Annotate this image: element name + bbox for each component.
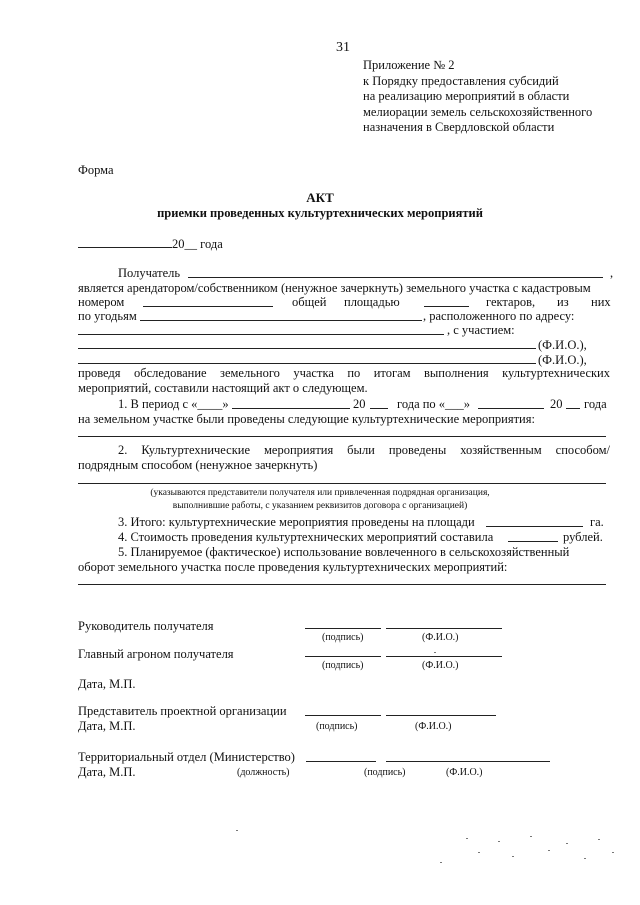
measures-label: на земельном участке были проведены следующие культуртехнические мероприятия: xyxy=(78,412,535,426)
fio-caption: (Ф.И.О.) xyxy=(422,632,459,643)
appendix-line: мелиорации земель сельскохозяйственного xyxy=(363,104,593,119)
territorial-position-field[interactable] xyxy=(306,761,376,762)
fio-caption: (Ф.И.О.) xyxy=(422,660,459,671)
territorial-fio-field[interactable] xyxy=(386,761,550,762)
year-prefix-2: 20 xyxy=(550,397,563,411)
signature-caption: (подпись) xyxy=(316,721,358,732)
project-fio-field[interactable] xyxy=(386,715,496,716)
total-area-field[interactable] xyxy=(486,526,583,527)
year-prefix-1: 20 xyxy=(353,397,366,411)
date-line[interactable] xyxy=(78,236,223,252)
date-stamp-label: Дата, М.П. xyxy=(78,765,136,779)
fio-caption: (Ф.И.О.) xyxy=(415,721,452,732)
address-label: , расположенного по адресу: xyxy=(423,309,575,323)
signature-caption: (подпись) xyxy=(322,660,364,671)
land-use-label-2: оборот земельного участка после проведения культуртехнических мероприятий: xyxy=(78,560,508,574)
period-to-month-field[interactable] xyxy=(478,408,544,409)
total-area-label: 3. Итого: культуртехнические мероприятия проведены на площади xyxy=(118,515,475,529)
period-to-label: года по «___» xyxy=(397,397,471,411)
contractor-field[interactable] xyxy=(78,483,606,484)
appendix-header xyxy=(363,58,592,136)
participant-field-1[interactable] xyxy=(78,348,536,349)
inspection-text-1: проведя обследование земельного участка по итогам выполнения культуртехнических xyxy=(78,366,610,380)
text-them: них xyxy=(591,295,611,309)
fio-label-2: (Ф.И.О.), xyxy=(538,353,587,367)
appendix-line: на реализацию мероприятий в области xyxy=(363,89,570,103)
cost-label: 4. Стоимость проведения культуртехнических мероприятий составила xyxy=(118,530,494,544)
contractor-note-2: выполнившие работы, с указанием реквизитов договора с организацией) xyxy=(172,501,468,511)
agronomist-fio-field[interactable] xyxy=(386,656,502,657)
period-from-month-field[interactable] xyxy=(232,408,350,409)
project-signature-field[interactable] xyxy=(305,715,381,716)
text-of: из xyxy=(557,295,569,309)
cadastral-number-field[interactable] xyxy=(143,306,273,307)
chief-agronomist-label: Главный агроном получателя xyxy=(78,647,234,661)
appendix-line: к Порядку предоставления субсидий xyxy=(363,73,559,88)
text-number: номером xyxy=(78,295,125,309)
position-caption: (должность) xyxy=(237,767,290,778)
recipient-field[interactable] xyxy=(188,277,603,278)
land-use-field[interactable] xyxy=(78,584,606,585)
inspection-text-2: мероприятий, составили настоящий акт о следующем. xyxy=(78,381,368,395)
land-types-field[interactable] xyxy=(140,320,422,321)
head-of-recipient-label: Руководитель получателя xyxy=(78,619,214,633)
fio-caption: (Ф.И.О.) xyxy=(446,767,483,778)
text-hectares: гектаров, xyxy=(486,295,536,309)
ruble-unit: рублей. xyxy=(563,530,603,544)
year-word: года xyxy=(584,397,607,411)
period-from-label: 1. В период с «____» xyxy=(118,397,229,411)
agronomist-signature-field[interactable] xyxy=(305,656,381,657)
date-stamp-label: Дата, М.П. xyxy=(78,677,136,691)
area-field[interactable] xyxy=(424,306,469,307)
appendix-line: назначения в Свердловской области xyxy=(363,120,555,134)
comma: , xyxy=(610,266,614,280)
signature-caption: (подпись) xyxy=(322,632,364,643)
method-text-1: 2. Культуртехнические мероприятия были проведены хозяйственным способом/ xyxy=(118,443,610,457)
land-use-label-1: 5. Планируемое (фактическое) использование вовлеченного в сельскохозяйственный xyxy=(118,545,570,559)
text-area: площадью xyxy=(344,295,400,309)
form-label: Форма xyxy=(78,163,114,177)
period-to-year-field[interactable] xyxy=(566,408,580,409)
territorial-dept-label: Территориальный отдел (Министерство) xyxy=(78,750,295,764)
land-types-label: по угодьям xyxy=(78,309,137,323)
document-title: АКТ xyxy=(306,190,334,205)
recipient-label: Получатель xyxy=(118,266,181,280)
address-field[interactable] xyxy=(78,334,444,335)
hectare-unit: га. xyxy=(590,515,604,529)
period-from-year-field[interactable] xyxy=(370,408,388,409)
participation-label: , с участием: xyxy=(447,323,515,337)
contractor-note-1: (указываются представители получателя или привлеченная подрядная организация, xyxy=(150,488,490,498)
document-subtitle: приемки проведенных культуртехнических мероприятий xyxy=(157,206,483,220)
cost-field[interactable] xyxy=(508,541,558,542)
is-line: является арендатором/собственником (ненужное зачеркнуть) земельного участка с кадастровым xyxy=(78,281,591,295)
project-org-rep-label: Представитель проектной организации xyxy=(78,704,287,718)
signature-caption: (подпись) xyxy=(364,767,406,778)
date-suffix: 20__ года xyxy=(172,237,223,251)
method-text-2: подрядным способом (ненужное зачеркнуть) xyxy=(78,458,318,472)
appendix-line: Приложение № 2 xyxy=(363,58,455,72)
head-signature-field[interactable] xyxy=(305,628,381,629)
page-number: 31 xyxy=(336,40,350,55)
participant-field-2[interactable] xyxy=(78,363,536,364)
date-blank[interactable] xyxy=(78,236,172,248)
date-stamp-label: Дата, М.П. xyxy=(78,719,136,733)
fio-label-1: (Ф.И.О.), xyxy=(538,338,587,352)
head-fio-field[interactable] xyxy=(386,628,502,629)
text-total: общей xyxy=(292,295,327,309)
measures-field[interactable] xyxy=(78,436,606,437)
